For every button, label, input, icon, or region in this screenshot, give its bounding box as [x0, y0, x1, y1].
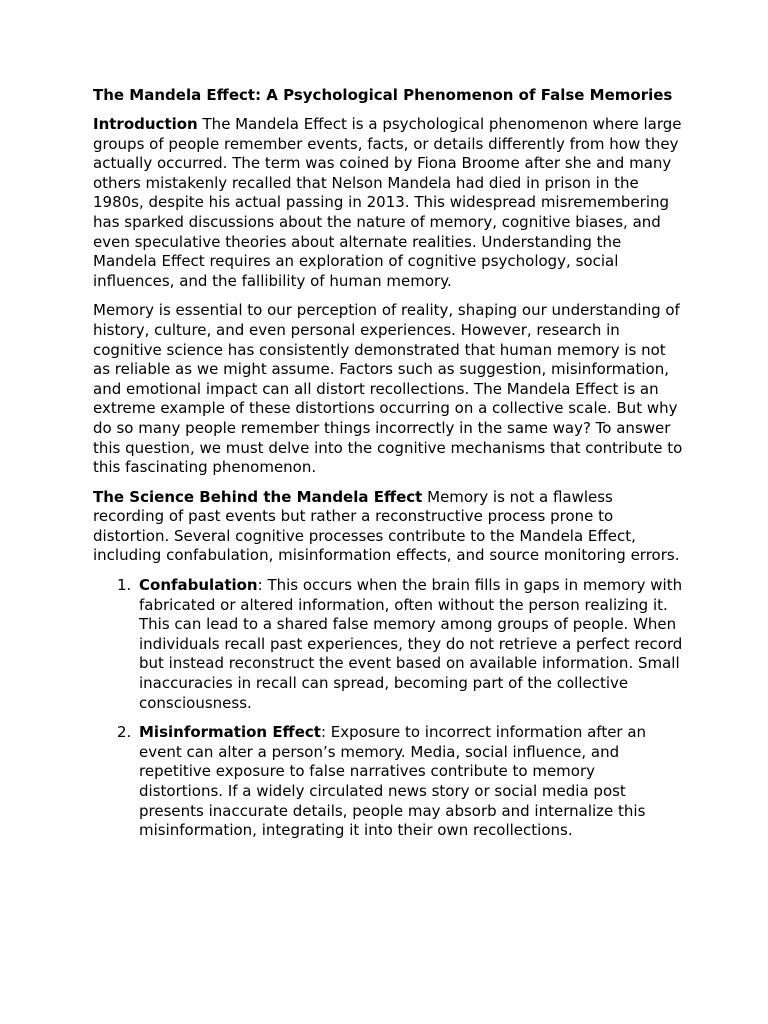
science-heading: The Science Behind the Mandela Effect: [93, 487, 423, 506]
intro-paragraph: [93, 115, 683, 291]
document-page: [93, 86, 683, 851]
list-item-term: Confabulation: [139, 576, 258, 595]
science-text: Memory is not a flawless recording of past events but rather a reconstructive process prone to distortion. Several cognitive processes contribute to the Mandela Effect, including confabulation, misinformation effects, and source monitoring errors.: [93, 487, 680, 565]
list-item-term: Misinformation Effect: [139, 723, 321, 742]
intro-text: The Mandela Effect is a psychological phenomenon where large groups of people remember events, facts, or details differently from how they actually occurred. The term was coined by Fiona Broome after she and many others mistakenly recalled that Nelson Mandela had died in prison in the 1980s, despite his actual passing in 2013. This widespread misremembering has sparked discussions about the nature of memory, cognitive biases, and even speculative theories about alternate realities. Understanding the Mandela Effect requires an exploration of cognitive psychology, social influences, and the fallibility of human memory.: [93, 115, 682, 290]
memory-paragraph: Memory is essential to our perception of reality, shaping our understanding of history, culture, and even personal experiences. However, research in cognitive science has consistently demonstrated that human memory is not as reliable as we might assume. Factors such as suggestion, misinformation, and emotional impact can all distort recollections. The Mandela Effect is an extreme example of these distortions occurring on a collective scale. But why do so many people remember things incorrectly in the same way? To answer this question, we must delve into the cognitive mechanisms that contribute to this fascinating phenomenon.: [93, 301, 683, 477]
list-item: [93, 576, 683, 713]
cognitive-process-list: [93, 576, 683, 841]
intro-heading: Introduction: [93, 115, 198, 133]
list-item-text: : This occurs when the brain fills in gaps in memory with fabricated or altered information, often without the person realizing it. This can lead to a shared false memory among groups of people. When individuals recall past experiences, they do not retrieve a perfect record but instead reconstruct the event based on available information. Small inaccuracies in recall can spread, becoming part of the collective consciousness.: [139, 576, 683, 712]
document-title: The Mandela Effect: A Psychological Phenomenon of False Memories: [93, 86, 673, 104]
list-item-number: 1.: [117, 576, 132, 595]
list-item-number: 2.: [117, 723, 132, 742]
science-paragraph: [93, 488, 683, 566]
list-item: [93, 723, 683, 841]
list-item-text: : Exposure to incorrect information after an event can alter a person’s memory. Media, social influence, and repetitive exposure to false narratives contribute to memory distortions. If a widely circulated news story or social media post presents inaccurate details, people may absorb and internalize this misinformation, integrating it into their own recollections.: [139, 723, 647, 840]
